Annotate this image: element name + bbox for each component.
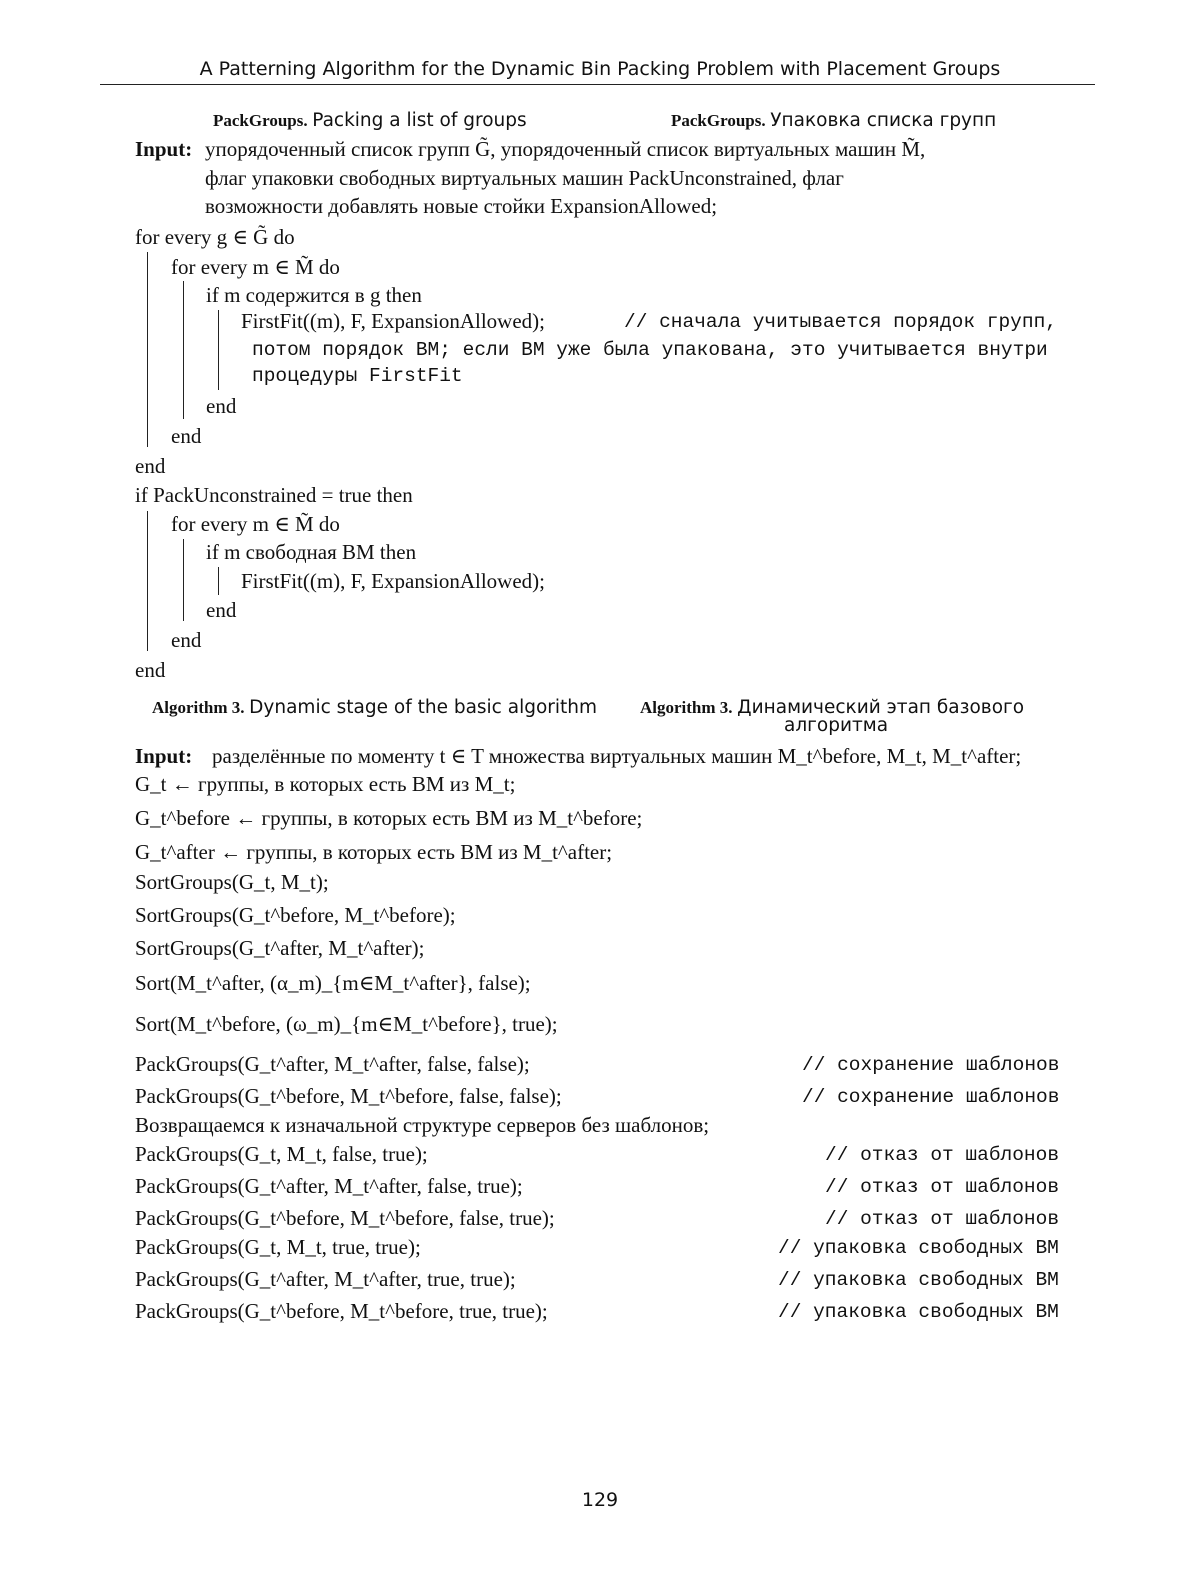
alg2-line-end-if: end [206, 394, 237, 418]
alg3-line-11: Возвращаемся к изначальной структуре серверов без шаблонов; [135, 1113, 710, 1137]
alg2-line-end-if-unconstrained: end [135, 658, 166, 682]
alg3-line-7: Sort(M_t^after, (α_m)_{m∈M_t^after}, false); [135, 971, 531, 995]
alg3-comment-reject-1: // отказ от шаблонов [825, 1144, 1060, 1166]
alg3-line-12: PackGroups(G_t, M_t, false, true); [135, 1142, 428, 1166]
alg2-input-line-1: упорядоченный список групп G̃, упорядоченный список виртуальных машин M̃, [205, 137, 926, 161]
alg3-comment-reject-2: // отказ от шаблонов [825, 1176, 1060, 1198]
alg3-line-14: PackGroups(G_t^before, M_t^before, false, true); [135, 1206, 555, 1230]
block-bar [147, 511, 148, 651]
alg3-caption-ru-name: Algorithm 3. [640, 698, 733, 717]
alg3-line-16: PackGroups(G_t^after, M_t^after, true, true); [135, 1267, 516, 1291]
alg2-line-for-vms-2: for every m ∈ M̃ do [171, 512, 340, 536]
alg2-caption-ru-text: Упаковка списка групп [770, 110, 997, 131]
header-rule [100, 84, 1095, 85]
block-bar [183, 539, 184, 621]
alg3-caption-en-name: Algorithm 3. [152, 698, 245, 717]
alg3-comment-free-1: // упаковка свободных ВМ [778, 1237, 1059, 1259]
alg2-caption-ru-name: PackGroups. [671, 111, 766, 130]
alg2-line-if-unconstrained: if PackUnconstrained = true then [135, 483, 413, 507]
alg2-line-firstfit-1: FirstFit((m), F, ExpansionAllowed); [241, 309, 545, 333]
alg2-line-end-for-groups: end [135, 454, 166, 478]
alg2-input-line-3: возможности добавлять новые стойки ExpansionAllowed; [205, 194, 718, 218]
alg3-line-5: SortGroups(G_t^before, M_t^before); [135, 903, 456, 927]
alg3-line-3: G_t^after ← группы, в которых есть ВМ из M_t^after; [135, 840, 613, 864]
alg3-caption-en [152, 697, 597, 719]
block-bar [147, 252, 148, 447]
alg2-comment-line-3: процедуры FirstFit [252, 365, 463, 387]
alg2-caption-en [213, 110, 527, 132]
alg2-line-end-for-vms-2: end [171, 628, 202, 652]
alg2-input-label: Input: [135, 137, 193, 161]
alg3-line-9: PackGroups(G_t^after, M_t^after, false, false); [135, 1052, 530, 1076]
alg3-input-text: разделённые по моменту t ∈ T множества виртуальных машин M_t^before, M_t, M_t^after; [212, 744, 1022, 768]
running-header: A Patterning Algorithm for the Dynamic Bin Packing Problem with Placement Groups [199, 58, 1001, 80]
alg2-caption-ru [671, 110, 996, 132]
alg3-comment-save-1: // сохранение шаблонов [802, 1054, 1060, 1076]
alg3-comment-free-3: // упаковка свободных ВМ [778, 1301, 1059, 1323]
alg2-input-line-2: флаг упаковки свободных виртуальных машин PackUnconstrained, флаг [205, 166, 844, 190]
alg2-line-firstfit-2: FirstFit((m), F, ExpansionAllowed); [241, 569, 545, 593]
alg3-line-1: G_t ← группы, в которых есть ВМ из M_t; [135, 772, 516, 796]
alg2-line-end-for-vms: end [171, 424, 202, 448]
alg2-line-for-vms: for every m ∈ M̃ do [171, 255, 340, 279]
alg3-caption-en-text: Dynamic stage of the basic algorithm [249, 697, 598, 718]
alg3-line-6: SortGroups(G_t^after, M_t^after); [135, 936, 425, 960]
alg3-line-2: G_t^before ← группы, в которых есть ВМ из M_t^before; [135, 806, 643, 830]
alg3-line-17: PackGroups(G_t^before, M_t^before, true, true); [135, 1299, 548, 1323]
alg3-comment-free-2: // упаковка свободных ВМ [778, 1269, 1059, 1291]
alg3-line-15: PackGroups(G_t, M_t, true, true); [135, 1235, 421, 1259]
alg3-caption-ru-text-1: Динамический этап базового [737, 697, 1025, 718]
alg2-caption-en-text: Packing a list of groups [312, 110, 527, 131]
alg3-line-10: PackGroups(G_t^before, M_t^before, false, false); [135, 1084, 562, 1108]
alg2-line-if-contains: if m содержится в g then [206, 283, 422, 307]
alg3-line-13: PackGroups(G_t^after, M_t^after, false, true); [135, 1174, 523, 1198]
block-bar [218, 567, 219, 595]
alg3-line-4: SortGroups(G_t, M_t); [135, 870, 329, 894]
alg2-line-if-free: if m свободная ВМ then [206, 540, 417, 564]
alg3-comment-reject-3: // отказ от шаблонов [825, 1208, 1060, 1230]
page-number: 129 [581, 1489, 619, 1511]
alg2-line-for-groups: for every g ∈ G̃ do [135, 225, 295, 249]
alg3-input-label: Input: [135, 744, 193, 768]
alg2-line-end-if-2: end [206, 598, 237, 622]
alg2-comment-line-1: // сначала учитывается порядок групп, [624, 311, 1057, 333]
block-bar [218, 310, 219, 390]
alg3-comment-save-2: // сохранение шаблонов [802, 1086, 1060, 1108]
alg2-caption-en-name: PackGroups. [213, 111, 308, 130]
alg2-comment-line-2: потом порядок ВМ; если ВМ уже была упакована, это учитывается внутри [252, 339, 1048, 361]
alg3-line-8: Sort(M_t^before, (ω_m)_{m∈M_t^before}, true); [135, 1012, 558, 1036]
block-bar [183, 281, 184, 419]
alg3-caption-ru-text-2: алгоритма [784, 715, 889, 736]
